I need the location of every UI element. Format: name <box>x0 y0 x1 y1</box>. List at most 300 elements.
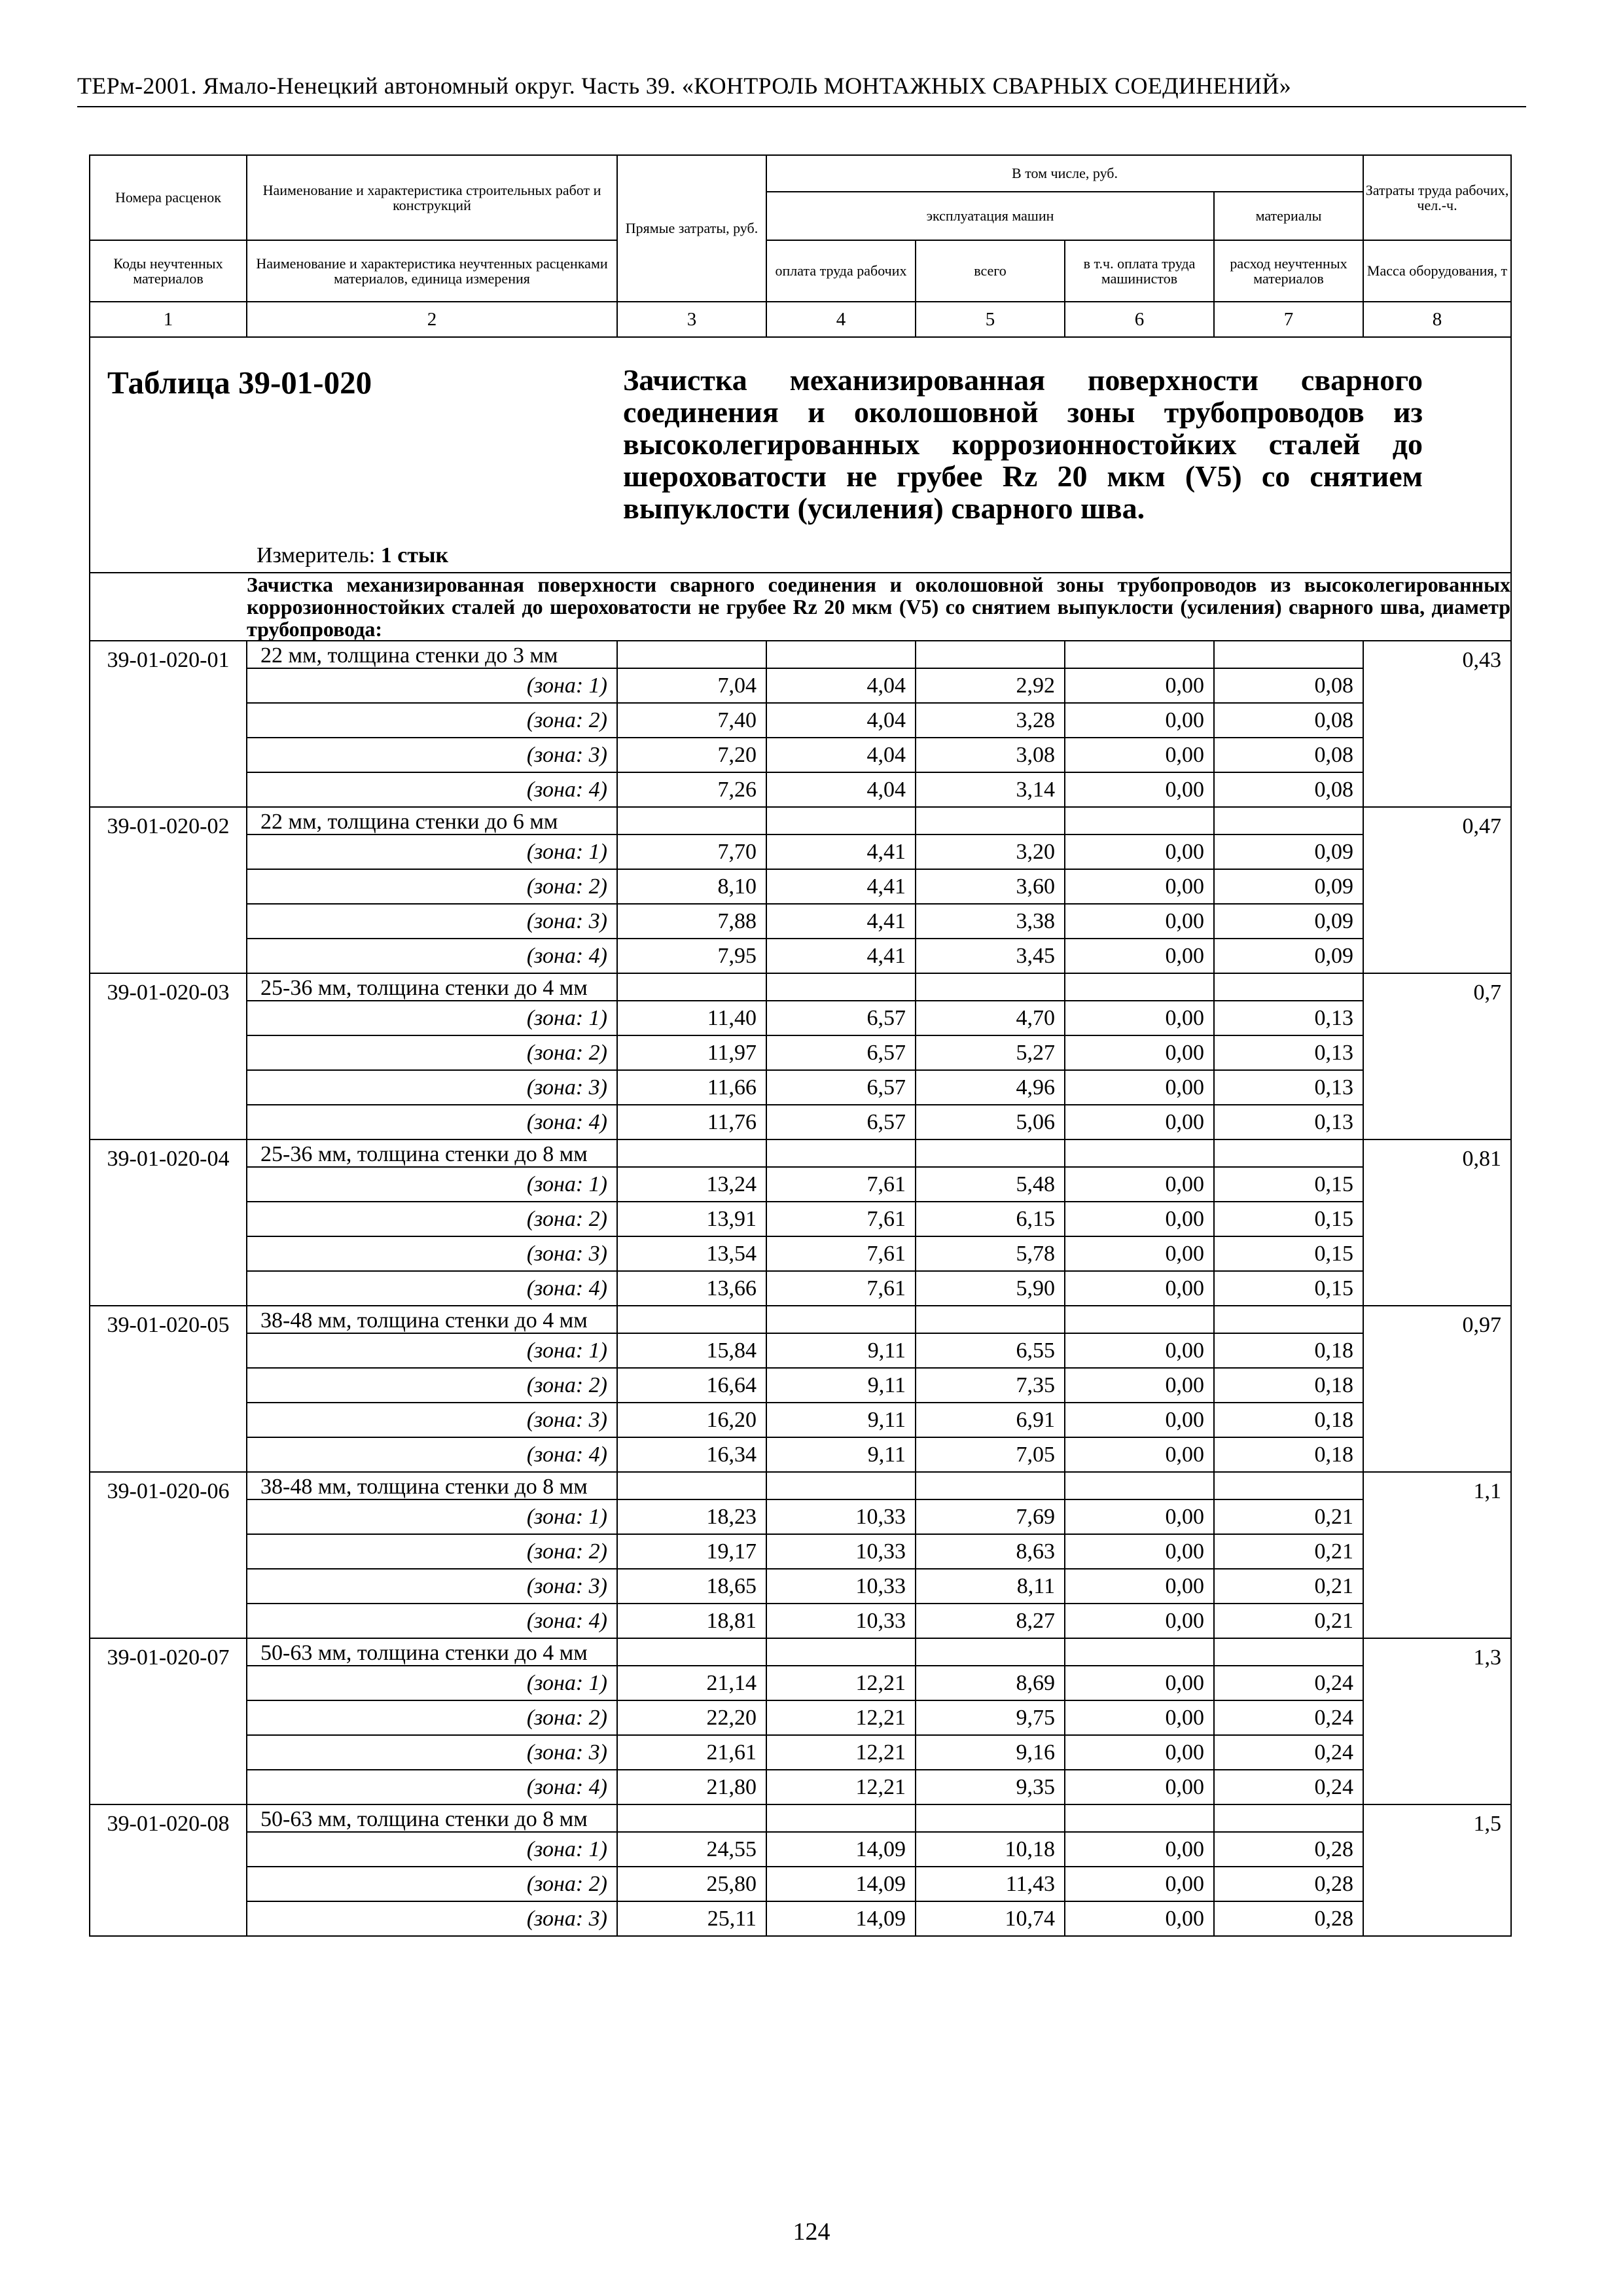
empty-cell <box>1214 1638 1363 1666</box>
empty-cell <box>916 1638 1065 1666</box>
rate-code: 39-01-020-01 <box>90 641 247 807</box>
worker-pay: 10,33 <box>766 1499 916 1534</box>
materials-cost: 0,18 <box>1214 1333 1363 1368</box>
empty-cell <box>617 641 766 668</box>
zone-row <box>90 1035 1511 1070</box>
table-row <box>90 1638 1511 1666</box>
empty-cell <box>617 973 766 1001</box>
zone-label: (зона: 2) <box>247 1867 617 1901</box>
zone-row <box>90 772 1511 807</box>
direct-cost: 19,17 <box>617 1534 766 1569</box>
operator-pay: 0,00 <box>1065 1770 1214 1804</box>
materials-cost: 0,09 <box>1214 939 1363 973</box>
empty-cell <box>916 641 1065 668</box>
worker-pay: 10,33 <box>766 1569 916 1604</box>
operator-pay: 0,00 <box>1065 1666 1214 1700</box>
empty-cell <box>1214 1804 1363 1832</box>
empty-cell <box>766 1804 916 1832</box>
direct-cost: 25,11 <box>617 1901 766 1936</box>
work-description: 38-48 мм, толщина стенки до 8 мм <box>247 1472 617 1499</box>
zone-row <box>90 1167 1511 1202</box>
operator-pay: 0,00 <box>1065 1035 1214 1070</box>
operator-pay: 0,00 <box>1065 703 1214 738</box>
direct-cost: 18,23 <box>617 1499 766 1534</box>
zone-row <box>90 1770 1511 1804</box>
direct-cost: 7,95 <box>617 939 766 973</box>
empty-cell <box>766 641 916 668</box>
materials-cost: 0,24 <box>1214 1700 1363 1735</box>
empty-cell <box>1065 1306 1214 1333</box>
work-description: 22 мм, толщина стенки до 3 мм <box>247 641 617 668</box>
worker-pay: 14,09 <box>766 1832 916 1867</box>
operator-pay: 0,00 <box>1065 1499 1214 1534</box>
operator-pay: 0,00 <box>1065 1604 1214 1638</box>
table-body <box>90 641 1511 1936</box>
zone-row <box>90 1437 1511 1472</box>
direct-cost: 11,97 <box>617 1035 766 1070</box>
machine-ops: 8,69 <box>916 1666 1065 1700</box>
empty-cell <box>1214 807 1363 834</box>
empty-cell <box>617 1804 766 1832</box>
materials-cost: 0,15 <box>1214 1202 1363 1236</box>
zone-row <box>90 1236 1511 1271</box>
machine-ops: 6,15 <box>916 1202 1065 1236</box>
worker-pay: 9,11 <box>766 1437 916 1472</box>
zone-label: (зона: 3) <box>247 1901 617 1936</box>
operator-pay: 0,00 <box>1065 738 1214 772</box>
operator-pay: 0,00 <box>1065 1403 1214 1437</box>
operator-pay: 0,00 <box>1065 1368 1214 1403</box>
col-direct-costs: Прямые затраты, руб. <box>617 155 766 302</box>
meter-value: 1 стык <box>380 543 449 567</box>
materials-cost: 0,15 <box>1214 1236 1363 1271</box>
empty-cell <box>916 807 1065 834</box>
zone-row <box>90 1001 1511 1035</box>
worker-pay: 7,61 <box>766 1167 916 1202</box>
zone-label: (зона: 1) <box>247 668 617 703</box>
empty-cell <box>766 1306 916 1333</box>
operator-pay: 0,00 <box>1065 1070 1214 1105</box>
worker-pay: 10,33 <box>766 1534 916 1569</box>
zone-row <box>90 703 1511 738</box>
zone-row <box>90 1070 1511 1105</box>
col-number: 6 <box>1065 302 1214 337</box>
empty-cell <box>1214 1472 1363 1499</box>
zone-label: (зона: 3) <box>247 1735 617 1770</box>
materials-cost: 0,15 <box>1214 1167 1363 1202</box>
zone-row <box>90 869 1511 904</box>
zone-label: (зона: 1) <box>247 834 617 869</box>
zone-row <box>90 1735 1511 1770</box>
zone-label: (зона: 3) <box>247 1403 617 1437</box>
machine-ops: 3,28 <box>916 703 1065 738</box>
labor-cost: 1,1 <box>1363 1472 1511 1638</box>
operator-pay: 0,00 <box>1065 1333 1214 1368</box>
machine-ops: 5,48 <box>916 1167 1065 1202</box>
empty-cell <box>766 1638 916 1666</box>
zone-label: (зона: 3) <box>247 1569 617 1604</box>
table-row <box>90 1472 1511 1499</box>
operator-pay: 0,00 <box>1065 1437 1214 1472</box>
materials-cost: 0,24 <box>1214 1735 1363 1770</box>
zone-label: (зона: 1) <box>247 1832 617 1867</box>
table-row <box>90 1139 1511 1167</box>
operator-pay: 0,00 <box>1065 668 1214 703</box>
work-description: 25-36 мм, толщина стенки до 8 мм <box>247 1139 617 1167</box>
col-number: 8 <box>1363 302 1511 337</box>
work-description: 25-36 мм, толщина стенки до 4 мм <box>247 973 617 1001</box>
zone-label: (зона: 2) <box>247 1700 617 1735</box>
operator-pay: 0,00 <box>1065 1832 1214 1867</box>
materials-cost: 0,15 <box>1214 1271 1363 1306</box>
zone-label: (зона: 3) <box>247 738 617 772</box>
zone-row <box>90 1333 1511 1368</box>
page-number: 124 <box>793 2218 830 2246</box>
direct-cost: 18,81 <box>617 1604 766 1638</box>
col-machine-ops: эксплуатация машин <box>766 192 1214 240</box>
zone-row <box>90 904 1511 939</box>
machine-ops: 6,55 <box>916 1333 1065 1368</box>
machine-ops: 9,75 <box>916 1700 1065 1735</box>
col-rate-numbers: Номера расценок <box>90 155 247 240</box>
materials-cost: 0,18 <box>1214 1437 1363 1472</box>
work-description: 22 мм, толщина стенки до 6 мм <box>247 807 617 834</box>
empty-cell <box>916 1306 1065 1333</box>
machine-ops: 6,91 <box>916 1403 1065 1437</box>
machine-ops: 8,27 <box>916 1604 1065 1638</box>
worker-pay: 6,57 <box>766 1105 916 1139</box>
header-rule <box>77 106 1526 107</box>
empty-cell <box>1214 1306 1363 1333</box>
machine-ops: 7,35 <box>916 1368 1065 1403</box>
worker-pay: 9,11 <box>766 1403 916 1437</box>
rate-code: 39-01-020-03 <box>90 973 247 1139</box>
empty-cell <box>617 807 766 834</box>
direct-cost: 13,66 <box>617 1271 766 1306</box>
zone-label: (зона: 1) <box>247 1666 617 1700</box>
direct-cost: 16,64 <box>617 1368 766 1403</box>
work-description: 38-48 мм, толщина стенки до 4 мм <box>247 1306 617 1333</box>
empty-cell <box>916 1804 1065 1832</box>
table-row <box>90 973 1511 1001</box>
materials-cost: 0,13 <box>1214 1105 1363 1139</box>
machine-ops: 11,43 <box>916 1867 1065 1901</box>
empty-cell <box>916 1139 1065 1167</box>
zone-label: (зона: 1) <box>247 1499 617 1534</box>
empty-cell <box>1065 1804 1214 1832</box>
col-incl-operators: в т.ч. оплата труда машинистов <box>1065 240 1214 302</box>
zone-label: (зона: 4) <box>247 1770 617 1804</box>
zone-row <box>90 1666 1511 1700</box>
rate-code: 39-01-020-02 <box>90 807 247 973</box>
empty-cell <box>1065 1472 1214 1499</box>
empty-cell <box>1065 807 1214 834</box>
rate-code: 39-01-020-06 <box>90 1472 247 1638</box>
direct-cost: 8,10 <box>617 869 766 904</box>
meter <box>257 543 448 568</box>
direct-cost: 11,66 <box>617 1070 766 1105</box>
operator-pay: 0,00 <box>1065 772 1214 807</box>
worker-pay: 12,21 <box>766 1735 916 1770</box>
machine-ops: 5,78 <box>916 1236 1065 1271</box>
zone-label: (зона: 2) <box>247 1035 617 1070</box>
desc-spacer <box>90 573 247 641</box>
materials-cost: 0,09 <box>1214 869 1363 904</box>
empty-cell <box>617 1472 766 1499</box>
zone-row <box>90 1569 1511 1604</box>
labor-cost: 0,47 <box>1363 807 1511 973</box>
col-number: 2 <box>247 302 617 337</box>
materials-cost: 0,08 <box>1214 668 1363 703</box>
materials-cost: 0,09 <box>1214 834 1363 869</box>
machine-ops: 7,05 <box>916 1437 1065 1472</box>
rate-code: 39-01-020-07 <box>90 1638 247 1804</box>
empty-cell <box>766 1139 916 1167</box>
zone-row <box>90 1832 1511 1867</box>
machine-ops: 3,14 <box>916 772 1065 807</box>
zone-row <box>90 1499 1511 1534</box>
machine-ops: 10,74 <box>916 1901 1065 1936</box>
empty-cell <box>766 807 916 834</box>
direct-cost: 24,55 <box>617 1832 766 1867</box>
zone-label: (зона: 4) <box>247 772 617 807</box>
zone-label: (зона: 1) <box>247 1001 617 1035</box>
direct-cost: 21,14 <box>617 1666 766 1700</box>
worker-pay: 4,41 <box>766 904 916 939</box>
labor-cost: 0,81 <box>1363 1139 1511 1306</box>
direct-cost: 13,54 <box>617 1236 766 1271</box>
empty-cell <box>1214 641 1363 668</box>
direct-cost: 22,20 <box>617 1700 766 1735</box>
empty-cell <box>1065 1638 1214 1666</box>
empty-cell <box>766 1472 916 1499</box>
worker-pay: 6,57 <box>766 1070 916 1105</box>
worker-pay: 4,04 <box>766 738 916 772</box>
direct-cost: 21,61 <box>617 1735 766 1770</box>
zone-label: (зона: 3) <box>247 1236 617 1271</box>
direct-cost: 7,40 <box>617 703 766 738</box>
machine-ops: 3,60 <box>916 869 1065 904</box>
worker-pay: 12,21 <box>766 1770 916 1804</box>
empty-cell <box>617 1638 766 1666</box>
zone-row <box>90 1901 1511 1936</box>
zone-label: (зона: 4) <box>247 1271 617 1306</box>
worker-pay: 9,11 <box>766 1333 916 1368</box>
worker-pay: 10,33 <box>766 1604 916 1638</box>
empty-cell <box>1214 1139 1363 1167</box>
zone-row <box>90 1105 1511 1139</box>
zone-row <box>90 668 1511 703</box>
col-labor-costs: Затраты труда рабочих, чел.-ч. <box>1363 155 1511 240</box>
operator-pay: 0,00 <box>1065 1569 1214 1604</box>
machine-ops: 5,27 <box>916 1035 1065 1070</box>
zone-label: (зона: 4) <box>247 1437 617 1472</box>
page-header: ТЕРм-2001. Ямало-Ненецкий автономный округ. Часть 39. «КОНТРОЛЬ МОНТАЖНЫХ СВАРНЫХ СОЕДИНЕНИЙ» <box>77 73 1292 99</box>
direct-cost: 18,65 <box>617 1569 766 1604</box>
rates-table <box>89 154 1512 1937</box>
zone-label: (зона: 3) <box>247 904 617 939</box>
machine-ops: 5,90 <box>916 1271 1065 1306</box>
operator-pay: 0,00 <box>1065 1271 1214 1306</box>
direct-cost: 13,91 <box>617 1202 766 1236</box>
col-material-usage: расход неучтенных материалов <box>1214 240 1363 302</box>
col-material-codes: Коды неучтенных материалов <box>90 240 247 302</box>
zone-row <box>90 1700 1511 1735</box>
materials-cost: 0,21 <box>1214 1569 1363 1604</box>
direct-cost: 7,20 <box>617 738 766 772</box>
col-number: 3 <box>617 302 766 337</box>
worker-pay: 12,21 <box>766 1666 916 1700</box>
worker-pay: 4,04 <box>766 703 916 738</box>
empty-cell <box>916 1472 1065 1499</box>
direct-cost: 25,80 <box>617 1867 766 1901</box>
zone-label: (зона: 2) <box>247 869 617 904</box>
worker-pay: 9,11 <box>766 1368 916 1403</box>
zone-label: (зона: 4) <box>247 1105 617 1139</box>
machine-ops: 10,18 <box>916 1832 1065 1867</box>
zone-label: (зона: 3) <box>247 1070 617 1105</box>
table-row <box>90 807 1511 834</box>
direct-cost: 15,84 <box>617 1333 766 1368</box>
materials-cost: 0,08 <box>1214 772 1363 807</box>
direct-cost: 16,34 <box>617 1437 766 1472</box>
materials-cost: 0,13 <box>1214 1035 1363 1070</box>
operator-pay: 0,00 <box>1065 1534 1214 1569</box>
worker-pay: 7,61 <box>766 1202 916 1236</box>
machine-ops: 5,06 <box>916 1105 1065 1139</box>
zone-row <box>90 1271 1511 1306</box>
machine-ops: 2,92 <box>916 668 1065 703</box>
empty-cell <box>617 1139 766 1167</box>
worker-pay: 14,09 <box>766 1901 916 1936</box>
table-title-block <box>90 337 1511 641</box>
operator-pay: 0,00 <box>1065 869 1214 904</box>
materials-cost: 0,08 <box>1214 703 1363 738</box>
direct-cost: 11,76 <box>617 1105 766 1139</box>
machine-ops: 3,45 <box>916 939 1065 973</box>
machine-ops: 3,20 <box>916 834 1065 869</box>
labor-cost: 0,43 <box>1363 641 1511 807</box>
operator-pay: 0,00 <box>1065 1236 1214 1271</box>
operator-pay: 0,00 <box>1065 1700 1214 1735</box>
direct-cost: 13,24 <box>617 1167 766 1202</box>
worker-pay: 4,04 <box>766 772 916 807</box>
table-id: Таблица 39-01-020 <box>107 365 372 401</box>
materials-cost: 0,21 <box>1214 1604 1363 1638</box>
meter-label: Измеритель: <box>257 543 376 567</box>
materials-cost: 0,24 <box>1214 1770 1363 1804</box>
col-worker-pay: оплата труда рабочих <box>766 240 916 302</box>
machine-ops: 3,08 <box>916 738 1065 772</box>
zone-label: (зона: 1) <box>247 1333 617 1368</box>
materials-cost: 0,09 <box>1214 904 1363 939</box>
table-row <box>90 1306 1511 1333</box>
materials-cost: 0,24 <box>1214 1666 1363 1700</box>
rate-code: 39-01-020-08 <box>90 1804 247 1936</box>
materials-cost: 0,08 <box>1214 738 1363 772</box>
zone-label: (зона: 4) <box>247 1604 617 1638</box>
materials-cost: 0,18 <box>1214 1403 1363 1437</box>
zone-row <box>90 1202 1511 1236</box>
rate-code: 39-01-020-05 <box>90 1306 247 1472</box>
zone-row <box>90 1867 1511 1901</box>
direct-cost: 7,88 <box>617 904 766 939</box>
work-description: 50-63 мм, толщина стенки до 4 мм <box>247 1638 617 1666</box>
empty-cell <box>916 973 1065 1001</box>
col-total: всего <box>916 240 1065 302</box>
direct-cost: 7,26 <box>617 772 766 807</box>
table-row <box>90 1804 1511 1832</box>
zone-row <box>90 1604 1511 1638</box>
table-description: Зачистка механизированная поверхности сварного соединения и околошовной зоны трубопроводов из высоколегированных коррозионностойких сталей до шероховатости не грубее Rz 20 мкм (V5) со снятием выпуклости (усиления) сварного шва, диаметр трубопровода: <box>247 573 1511 641</box>
zone-label: (зона: 2) <box>247 1202 617 1236</box>
col-number: 5 <box>916 302 1065 337</box>
machine-ops: 7,69 <box>916 1499 1065 1534</box>
machine-ops: 4,70 <box>916 1001 1065 1035</box>
machine-ops: 3,38 <box>916 904 1065 939</box>
col-number: 7 <box>1214 302 1363 337</box>
materials-cost: 0,28 <box>1214 1867 1363 1901</box>
zone-row <box>90 738 1511 772</box>
empty-cell <box>617 1306 766 1333</box>
col-number: 4 <box>766 302 916 337</box>
direct-cost: 11,40 <box>617 1001 766 1035</box>
materials-cost: 0,13 <box>1214 1001 1363 1035</box>
col-work-name: Наименование и характеристика строительных работ и конструкций <box>247 155 617 240</box>
column-numbers <box>90 302 1511 337</box>
col-equipment-mass: Масса оборудования, т <box>1363 240 1511 302</box>
col-included: В том числе, руб. <box>766 155 1363 192</box>
col-number: 1 <box>90 302 247 337</box>
operator-pay: 0,00 <box>1065 1001 1214 1035</box>
table-title: Зачистка механизированная поверхности сварного соединения и околошовной зоны трубопроводов из высоколегированных коррозионностойких сталей до шероховатости не грубее Rz 20 мкм (V5) со снятием выпуклости (усиления) сварного шва. <box>623 363 1423 525</box>
machine-ops: 4,96 <box>916 1070 1065 1105</box>
zone-row <box>90 1368 1511 1403</box>
direct-cost: 21,80 <box>617 1770 766 1804</box>
zone-row <box>90 1534 1511 1569</box>
zone-row <box>90 834 1511 869</box>
labor-cost: 1,5 <box>1363 1804 1511 1936</box>
worker-pay: 6,57 <box>766 1001 916 1035</box>
empty-cell <box>766 973 916 1001</box>
machine-ops: 8,63 <box>916 1534 1065 1569</box>
materials-cost: 0,28 <box>1214 1832 1363 1867</box>
operator-pay: 0,00 <box>1065 1105 1214 1139</box>
materials-cost: 0,18 <box>1214 1368 1363 1403</box>
empty-cell <box>1065 1139 1214 1167</box>
worker-pay: 6,57 <box>766 1035 916 1070</box>
worker-pay: 4,41 <box>766 939 916 973</box>
rate-code: 39-01-020-04 <box>90 1139 247 1306</box>
machine-ops: 8,11 <box>916 1569 1065 1604</box>
direct-cost: 16,20 <box>617 1403 766 1437</box>
worker-pay: 7,61 <box>766 1271 916 1306</box>
work-description: 50-63 мм, толщина стенки до 8 мм <box>247 1804 617 1832</box>
zone-label: (зона: 2) <box>247 703 617 738</box>
col-materials: материалы <box>1214 192 1363 240</box>
labor-cost: 0,97 <box>1363 1306 1511 1472</box>
operator-pay: 0,00 <box>1065 1867 1214 1901</box>
zone-label: (зона: 2) <box>247 1534 617 1569</box>
zone-row <box>90 939 1511 973</box>
labor-cost: 1,3 <box>1363 1638 1511 1804</box>
operator-pay: 0,00 <box>1065 904 1214 939</box>
operator-pay: 0,00 <box>1065 939 1214 973</box>
worker-pay: 12,21 <box>766 1700 916 1735</box>
operator-pay: 0,00 <box>1065 1901 1214 1936</box>
direct-cost: 7,04 <box>617 668 766 703</box>
operator-pay: 0,00 <box>1065 834 1214 869</box>
